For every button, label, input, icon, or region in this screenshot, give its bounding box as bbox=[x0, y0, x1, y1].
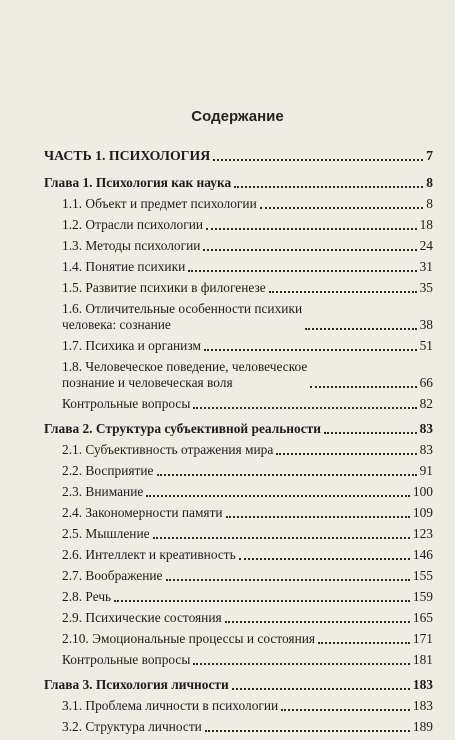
toc-section-row bbox=[44, 505, 433, 521]
toc-entry-title: Глава 2. Структура субъективной реальности bbox=[44, 421, 321, 436]
dot-leader bbox=[226, 516, 410, 518]
toc-entry-title: 1.1. Объект и предмет психологии bbox=[62, 196, 257, 211]
dot-leader bbox=[203, 249, 416, 251]
toc-section-row bbox=[44, 547, 433, 563]
toc-section-row bbox=[44, 568, 433, 584]
toc-section-row bbox=[44, 396, 433, 412]
toc-page-number: 181 bbox=[412, 652, 433, 667]
toc-entry-title: 1.7. Психика и организм bbox=[62, 338, 201, 353]
toc-section-row bbox=[44, 631, 433, 647]
toc-page-number: 83 bbox=[419, 442, 433, 457]
toc-page-number: 183 bbox=[412, 698, 433, 713]
toc-page-number: 171 bbox=[412, 631, 433, 646]
dot-leader bbox=[166, 579, 410, 581]
dot-leader bbox=[232, 688, 410, 690]
toc-page-number: 24 bbox=[419, 238, 433, 253]
toc-page-number: 109 bbox=[412, 505, 433, 520]
dot-leader bbox=[239, 558, 410, 560]
toc-entry-title: Контрольные вопросы bbox=[62, 396, 191, 411]
toc-section-row bbox=[44, 238, 433, 254]
toc-entry-title: 3.1. Проблема личности в психологии bbox=[62, 698, 279, 713]
toc-entry-title-line: 1.8. Человеческое поведение, человеческое bbox=[62, 359, 308, 374]
toc-section-row bbox=[44, 338, 433, 354]
dot-leader bbox=[188, 270, 416, 272]
toc-entry-title bbox=[62, 359, 307, 391]
toc-entry-title-line: 1.6. Отличительные особенности психики bbox=[62, 301, 303, 316]
toc-entry-title: 2.1. Субъективность отражения мира bbox=[62, 442, 274, 457]
dot-leader bbox=[153, 537, 410, 539]
toc-entry-title: 1.4. Понятие психики bbox=[62, 259, 186, 274]
toc-page-number: 51 bbox=[419, 338, 433, 353]
toc-page-number: 155 bbox=[412, 568, 433, 583]
toc-section-row bbox=[44, 463, 433, 479]
toc-page-number: 83 bbox=[419, 421, 433, 436]
toc-entry-title: Контрольные вопросы bbox=[62, 652, 191, 667]
toc-page-number: 123 bbox=[412, 526, 433, 541]
toc-page-number: 18 bbox=[419, 217, 433, 232]
toc-section-row bbox=[44, 484, 433, 500]
toc-entry-title: 2.3. Внимание bbox=[62, 484, 144, 499]
dot-leader bbox=[204, 349, 417, 351]
toc-entry-title-line: познание и человеческая воля bbox=[62, 375, 233, 390]
toc-entry-title: 2.8. Речь bbox=[62, 589, 112, 604]
toc-section-row bbox=[44, 280, 433, 296]
toc-page-number: 146 bbox=[412, 547, 433, 562]
toc-page-number: 165 bbox=[412, 610, 433, 625]
dot-leader bbox=[281, 709, 410, 711]
toc-page-number: 91 bbox=[419, 463, 433, 478]
dot-leader bbox=[225, 621, 410, 623]
toc-page-number: 189 bbox=[412, 719, 433, 734]
toc-section-row bbox=[44, 359, 433, 391]
toc-entry-title: 1.2. Отрасли психологии bbox=[62, 217, 204, 232]
toc-part-row bbox=[44, 148, 433, 164]
toc-entry-title: ЧАСТЬ 1. ПСИХОЛОГИЯ bbox=[44, 148, 211, 163]
toc-page-number: 31 bbox=[419, 259, 433, 274]
toc-entry-title: 2.9. Психические состояния bbox=[62, 610, 222, 625]
dot-leader bbox=[146, 495, 410, 497]
toc-page-number: 38 bbox=[419, 317, 433, 332]
toc-chapter-row bbox=[44, 421, 433, 437]
toc-entry-title: 1.5. Развитие психики в филогенезе bbox=[62, 280, 266, 295]
toc-entry-title bbox=[62, 301, 302, 333]
page-title: Содержание bbox=[191, 108, 284, 125]
toc-entry-title: 2.7. Воображение bbox=[62, 568, 163, 583]
toc-entry-title: 3.2. Структура личности bbox=[62, 719, 202, 734]
toc-page-number: 100 bbox=[412, 484, 433, 499]
dot-leader bbox=[305, 328, 416, 330]
dot-leader bbox=[157, 474, 417, 476]
toc-section-row bbox=[44, 259, 433, 275]
toc-entry-title: 1.3. Методы психологии bbox=[62, 238, 201, 253]
toc-entry-title: Глава 1. Психология как наука bbox=[44, 175, 232, 190]
toc-section-row bbox=[44, 589, 433, 605]
toc-page-number: 66 bbox=[419, 375, 433, 390]
dot-leader bbox=[193, 407, 416, 409]
toc-entry-title: 2.5. Мышление bbox=[62, 526, 150, 541]
dot-leader bbox=[205, 730, 410, 732]
toc-section-row bbox=[44, 526, 433, 542]
toc-entry-title: 2.10. Эмоциональные процессы и состояния bbox=[62, 631, 316, 646]
dot-leader bbox=[324, 432, 417, 434]
toc-section-row bbox=[44, 719, 433, 735]
dot-leader bbox=[234, 186, 423, 188]
toc-section-row bbox=[44, 610, 433, 626]
dot-leader bbox=[269, 291, 417, 293]
toc-section-row bbox=[44, 217, 433, 233]
dot-leader bbox=[260, 207, 424, 209]
dot-leader bbox=[318, 642, 410, 644]
toc-page-number: 8 bbox=[426, 175, 433, 190]
table-of-contents bbox=[44, 148, 433, 740]
toc-entry-title: Глава 3. Психология личности bbox=[44, 677, 229, 692]
toc-section-row bbox=[44, 698, 433, 714]
toc-page-number: 82 bbox=[419, 396, 433, 411]
dot-leader bbox=[206, 228, 417, 230]
dot-leader bbox=[193, 663, 410, 665]
toc-entry-title-line: человека: сознание bbox=[62, 317, 171, 332]
dot-leader bbox=[310, 386, 416, 388]
toc-entry-title: 2.2. Восприятие bbox=[62, 463, 154, 478]
toc-chapter-row bbox=[44, 175, 433, 191]
toc-page-number: 159 bbox=[412, 589, 433, 604]
dot-leader bbox=[213, 159, 423, 161]
toc-section-row bbox=[44, 652, 433, 668]
toc-section-row bbox=[44, 442, 433, 458]
toc-section-row bbox=[44, 196, 433, 212]
dot-leader bbox=[276, 453, 416, 455]
toc-entry-title: 2.6. Интеллект и креативность bbox=[62, 547, 236, 562]
toc-section-row bbox=[44, 301, 433, 333]
dot-leader bbox=[114, 600, 410, 602]
toc-page-number: 7 bbox=[426, 148, 433, 163]
toc-page-number: 8 bbox=[426, 196, 433, 211]
toc-page-number: 183 bbox=[412, 677, 433, 692]
toc-entry-title: 2.4. Закономерности памяти bbox=[62, 505, 223, 520]
toc-page-number: 35 bbox=[419, 280, 433, 295]
